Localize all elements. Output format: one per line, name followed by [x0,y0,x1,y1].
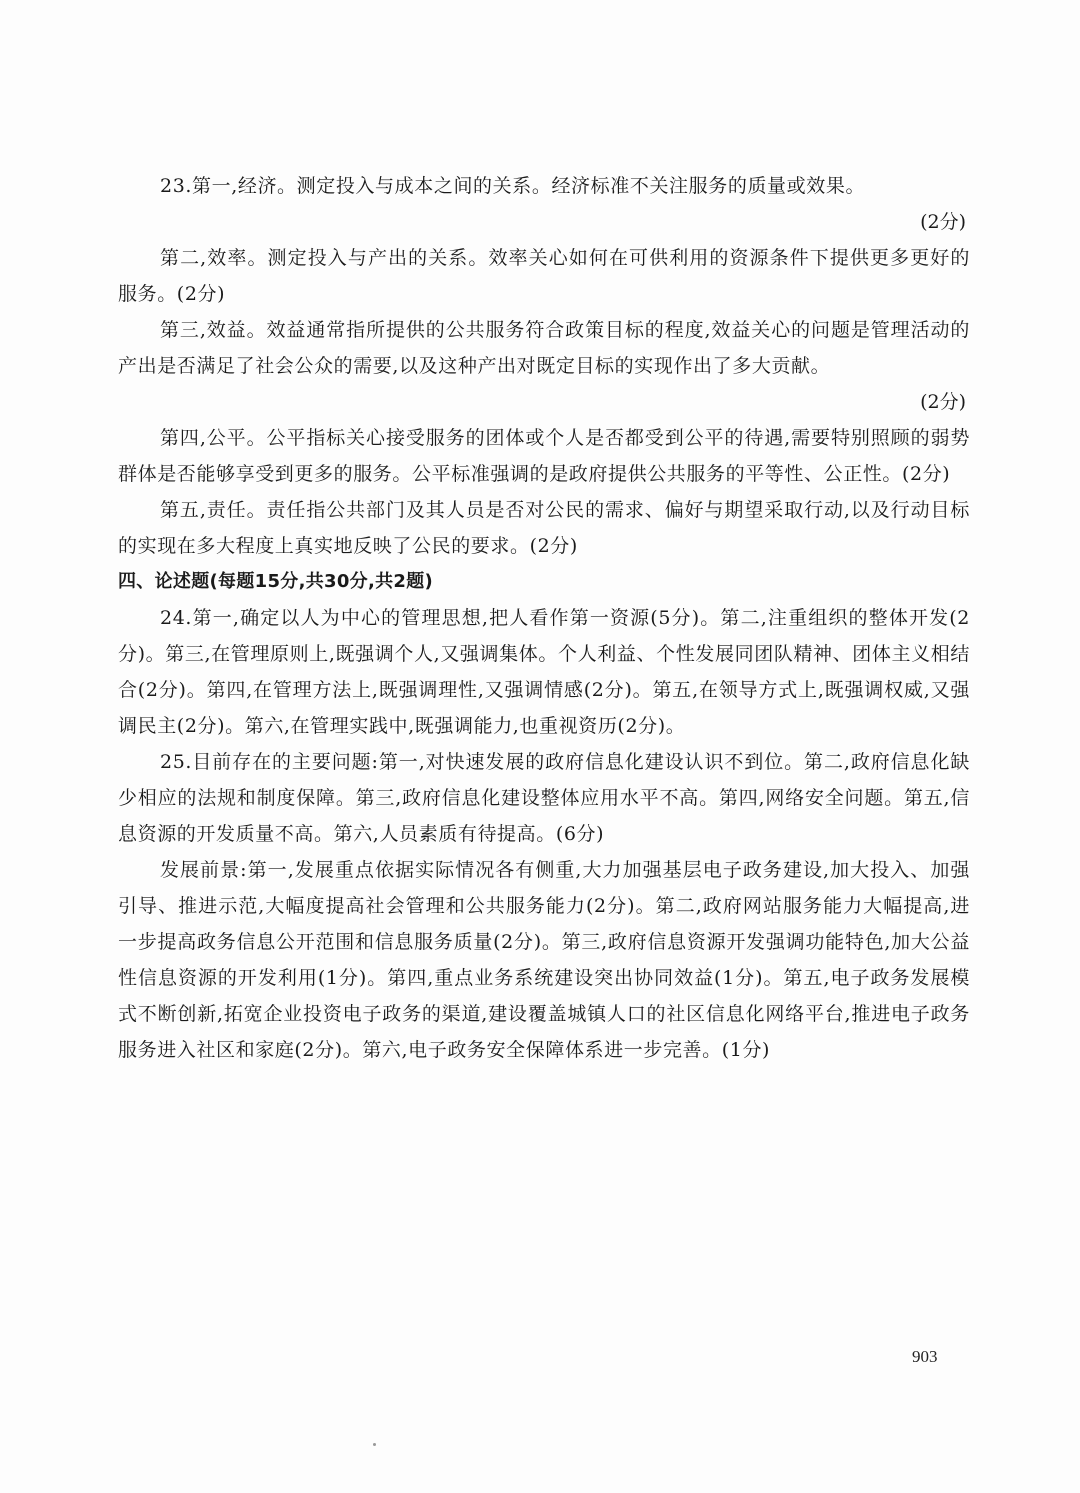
q23-paragraph-responsibility: 第五,责任。责任指公共部门及其人员是否对公民的需求、偏好与期望采取行动,以及行动目标的实现在多大程度上真实地反映了公民的要求。(2分) [118,499,970,557]
q23-paragraph-economy: 23.第一,经济。测定投入与成本之间的关系。经济标准不关注服务的质量或效果。 [160,175,866,197]
q23-paragraph-efficiency: 第二,效率。测定投入与产出的关系。效率关心如何在可供利用的资源条件下提供更多更好的服务。(2分) [118,247,970,305]
q23-effectiveness-score: (2分) [920,391,966,413]
answer-content [118,168,970,1068]
page-number: 903 [912,1347,938,1366]
q24-paragraph: 24.第一,确定以人为中心的管理思想,把人看作第一资源(5分)。第二,注重组织的整体开发(2分)。第三,在管理原则上,既强调个人,又强调集体。个人利益、个性发展同团队精神、团体主义相结合(2分)。第四,在管理方法上,既强调理性,又强调情感(2分)。第五,在领导方式上,既强调权威,又强调民主(2分)。第六,在管理实践中,既强调能力,也重视资历(2分)。 [118,607,970,737]
scan-speck [373,1443,376,1446]
section-heading-essay: 四、论述题(每题15分,共30分,共2题) [118,571,434,592]
q23-paragraph-equity: 第四,公平。公平指标关心接受服务的团体或个人是否都受到公平的待遇,需要特别照顾的弱势群体是否能够享受到更多的服务。公平标准强调的是政府提供公共服务的平等性、公正性。(2分) [118,427,970,485]
q23-paragraph-effectiveness: 第三,效益。效益通常指所提供的公共服务符合政策目标的程度,效益关心的问题是管理活动的产出是否满足了社会公众的需要,以及这种产出对既定目标的实现作出了多大贡献。 [118,319,970,377]
q25-paragraph-prospects: 发展前景:第一,发展重点依据实际情况各有侧重,大力加强基层电子政务建设,加大投入、加强引导、推进示范,大幅度提高社会管理和公共服务能力(2分)。第二,政府网站服务能力大幅提高,进一步提高政务信息公开范围和信息服务质量(2分)。第三,政府信息资源开发强调功能特色,加大公益性信息资源的开发利用(1分)。第四,重点业务系统建设突出协同效益(1分)。第五,电子政务发展模式不断创新,拓宽企业投资电子政务的渠道,建设覆盖城镇人口的社区信息化网络平台,推进电子政务服务进入社区和家庭(2分)。第六,电子政务安全保障体系进一步完善。(1分) [118,859,970,1061]
q25-paragraph-problems: 25.目前存在的主要问题:第一,对快速发展的政府信息化建设认识不到位。第二,政府信息化缺少相应的法规和制度保障。第三,政府信息化建设整体应用水平不高。第四,网络安全问题。第五,信息资源的开发质量不高。第六,人员素质有待提高。(6分) [118,751,970,845]
q23-economy-score: (2分) [920,211,966,233]
